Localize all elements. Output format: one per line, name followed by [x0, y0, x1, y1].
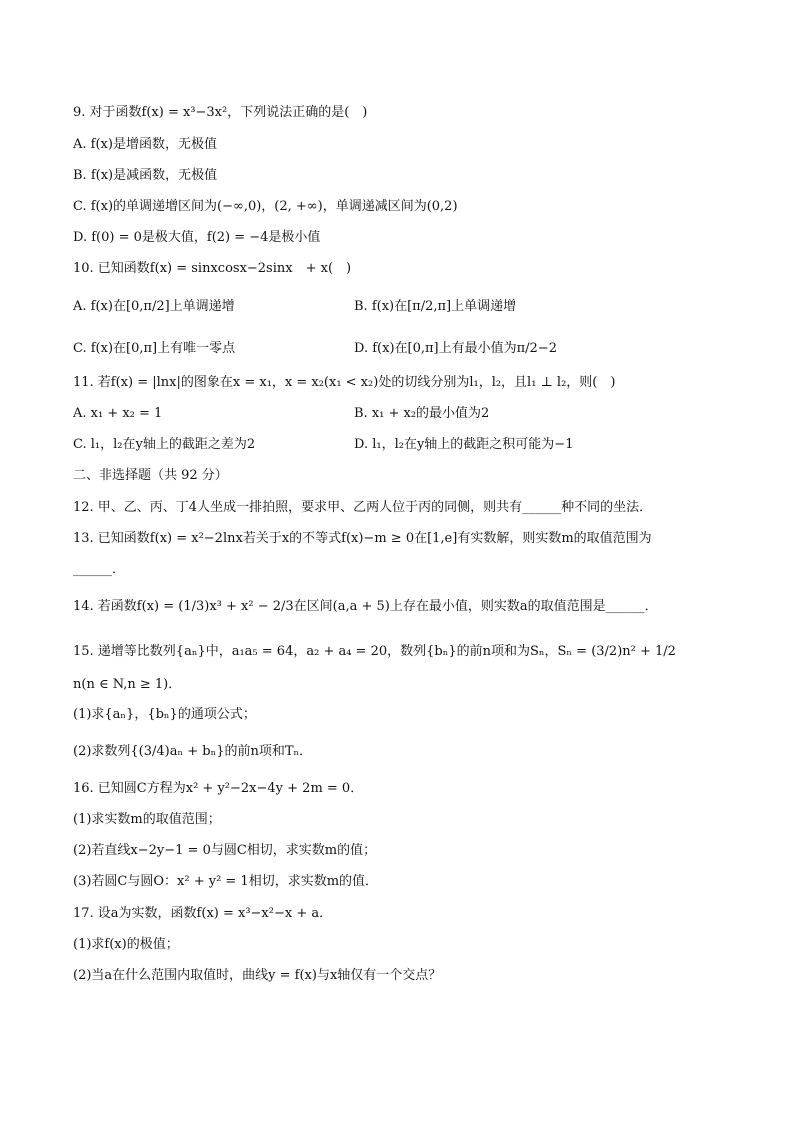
q9-option-c: C. f(x)的单调递增区间为(−∞,0)，(2, +∞)，单调递减区间为(0,2)	[73, 199, 458, 214]
q15-part2: (2)求数列{(3/4)aₙ + bₙ}的前n项和Tₙ．	[73, 744, 313, 759]
q10-option-a: A. f(x)在[0,π/2]上单调递增	[73, 299, 235, 314]
q11-option-a: A. x₁ + x₂ = 1	[73, 406, 163, 421]
q11-option-c: C. l₁，l₂在y轴上的截距之差为2	[73, 437, 256, 452]
q16-part1: (1)求实数m的取值范围；	[73, 812, 221, 827]
q9-option-b: B. f(x)是减函数，无极值	[73, 168, 218, 183]
q11-option-d: D. l₁，l₂在y轴上的截距之积可能为−1	[354, 437, 574, 452]
q16-part3: (3)若圆C与圆O：x² + y² = 1相切，求实数m的值．	[73, 874, 379, 889]
q10-option-b: B. f(x)在[π/2,π]上单调递增	[354, 299, 517, 314]
q15-part1: (1)求{aₙ}，{bₙ}的通项公式；	[73, 707, 256, 722]
q15-line1: 15. 递增等比数列{aₙ}中，a₁a₅ = 64，a₂ + a₄ = 20，数列{bₙ}的前n项和为Sₙ，Sₙ = (3/2)n² + 1/2	[73, 644, 676, 659]
q13-line2: ______．	[73, 562, 126, 577]
q16-part2: (2)若直线x−2y−1 = 0与圆C相切，求实数m的值；	[73, 843, 377, 858]
q15-line2: n(n ∈ N,n ≥ 1)．	[73, 677, 182, 692]
q11-option-b: B. x₁ + x₂的最小值为2	[354, 406, 490, 421]
q12: 12. 甲、乙、丙、丁4人坐成一排拍照，要求甲、乙两人位于丙的同侧，则共有______种不同的坐法．	[73, 500, 653, 515]
q17-stem: 17. 设a为实数，函数f(x) = x³−x²−x + a．	[73, 906, 333, 921]
q10-option-d: D. f(x)在[0,π]上有最小值为π/2−2	[354, 341, 557, 356]
q13-line1: 13. 已知函数f(x) = x²−2lnx若关于x的不等式f(x)−m ≥ 0在[1,e]有实数解，则实数m的取值范围为	[73, 531, 652, 546]
section-heading: 二、非选择题（共 92 分）	[73, 468, 228, 483]
q17-part2: (2)当a在什么范围内取值时，曲线y = f(x)与x轴仅有一个交点？	[73, 968, 442, 983]
q17-part1: (1)求f(x)的极值；	[73, 937, 179, 952]
q16-stem: 16. 已知圆C方程为x² + y²−2x−4y + 2m = 0．	[73, 781, 364, 796]
q9-option-d: D. f(0) = 0是极大值，f(2) = −4是极小值	[73, 230, 321, 245]
q10-stem: 10. 已知函数f(x) = sinxcosx−2sinx + x( )	[73, 261, 352, 276]
q9-stem: 9. 对于函数f(x) = x³−3x²，下列说法正确的是( )	[73, 105, 368, 120]
q10-option-c: C. f(x)在[0,π]上有唯一零点	[73, 341, 236, 356]
q9-option-a: A. f(x)是增函数，无极值	[73, 137, 217, 152]
q11-stem: 11. 若f(x) = |lnx|的图象在x = x₁，x = x₂(x₁ < x₂)处的切线分别为l₁，l₂，且l₁ ⊥ l₂，则( )	[73, 375, 616, 390]
q14: 14. 若函数f(x) = (1/3)x³ + x² − 2/3在区间(a,a + 5)上存在最小值，则实数a的取值范围是______．	[73, 599, 658, 614]
